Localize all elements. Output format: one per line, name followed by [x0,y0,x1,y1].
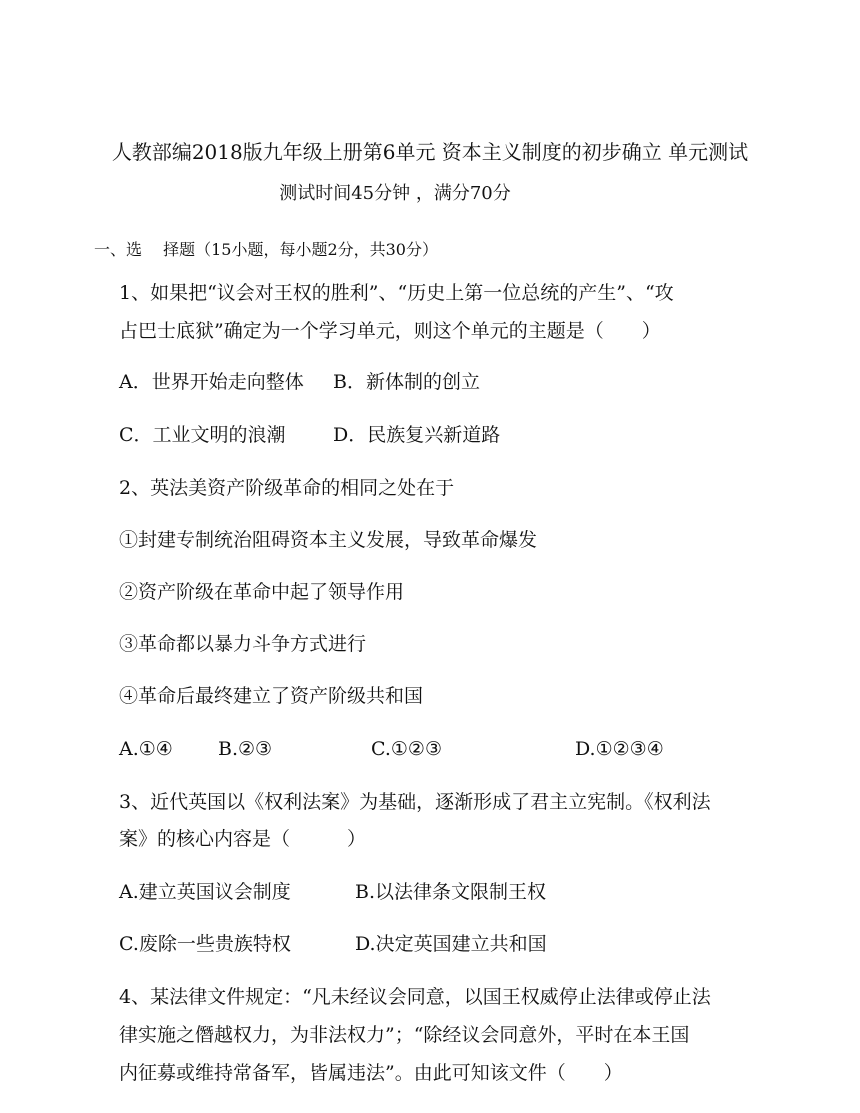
q3-option-b: B.以法律条文限制王权 [355,881,547,903]
q3-option-a: A.建立英国议会制度 [119,881,291,903]
q1-option-c: C．工业文明的浪潮 [119,424,286,446]
q4-stem-line3: 内征募或维持常备军，皆属违法”。由此可知该文件（ ） [119,1062,623,1084]
q1-option-d: D．民族复兴新道路 [333,424,501,446]
q2-option-a: A.①④ [119,738,173,760]
q2-stem: 2、英法美资产阶级革命的相同之处在于 [119,477,455,499]
q2-statement-3: ③革命都以暴力斗争方式进行 [119,633,367,655]
q3-stem-line1: 3、近代英国以《权利法案》为基础，逐渐形成了君主立宪制。《权利法 [119,791,711,813]
q2-statement-2: ②资产阶级在革命中起了领导作用 [119,581,405,603]
q3-option-c: C.废除一些贵族特权 [119,933,291,955]
q1-stem-line1: 1、如果把“议会对王权的胜利”、“历史上第一位总统的产生”、“攻 [119,282,674,304]
q4-stem-line2: 律实施之僭越权力，为非法权力”；“除经议会同意外，平时在本王国 [119,1024,690,1046]
q2-option-b: B.②③ [218,738,273,760]
q1-option-b: B．新体制的创立 [333,371,480,393]
page-title: 人教部编2018版九年级上册第6单元 资本主义制度的初步确立 单元测试 [111,140,749,164]
q3-stem-line2: 案》的核心内容是（ ） [119,828,367,850]
page-subtitle: 测试时间45分钟 ，满分70分 [279,183,511,204]
q2-option-d: D.①②③④ [575,738,664,760]
q1-option-a: A．世界开始走向整体 [119,371,304,393]
q2-statement-4: ④革命后最终建立了资产阶级共和国 [119,685,424,707]
section-heading: 一、选 择题（15小题，每小题2分，共30分） [94,240,438,259]
q3-option-d: D.决定英国建立共和国 [355,933,547,955]
q1-stem-line2: 占巴士底狱”确定为一个学习单元，则这个单元的主题是（ ） [119,320,661,342]
q2-option-c: C.①②③ [371,738,442,760]
q4-stem-line1: 4、某法律文件规定：“凡未经议会同意，以国王权威停止法律或停止法 [119,986,711,1008]
q2-statement-1: ①封建专制统治阻碍资本主义发展，导致革命爆发 [119,529,538,551]
